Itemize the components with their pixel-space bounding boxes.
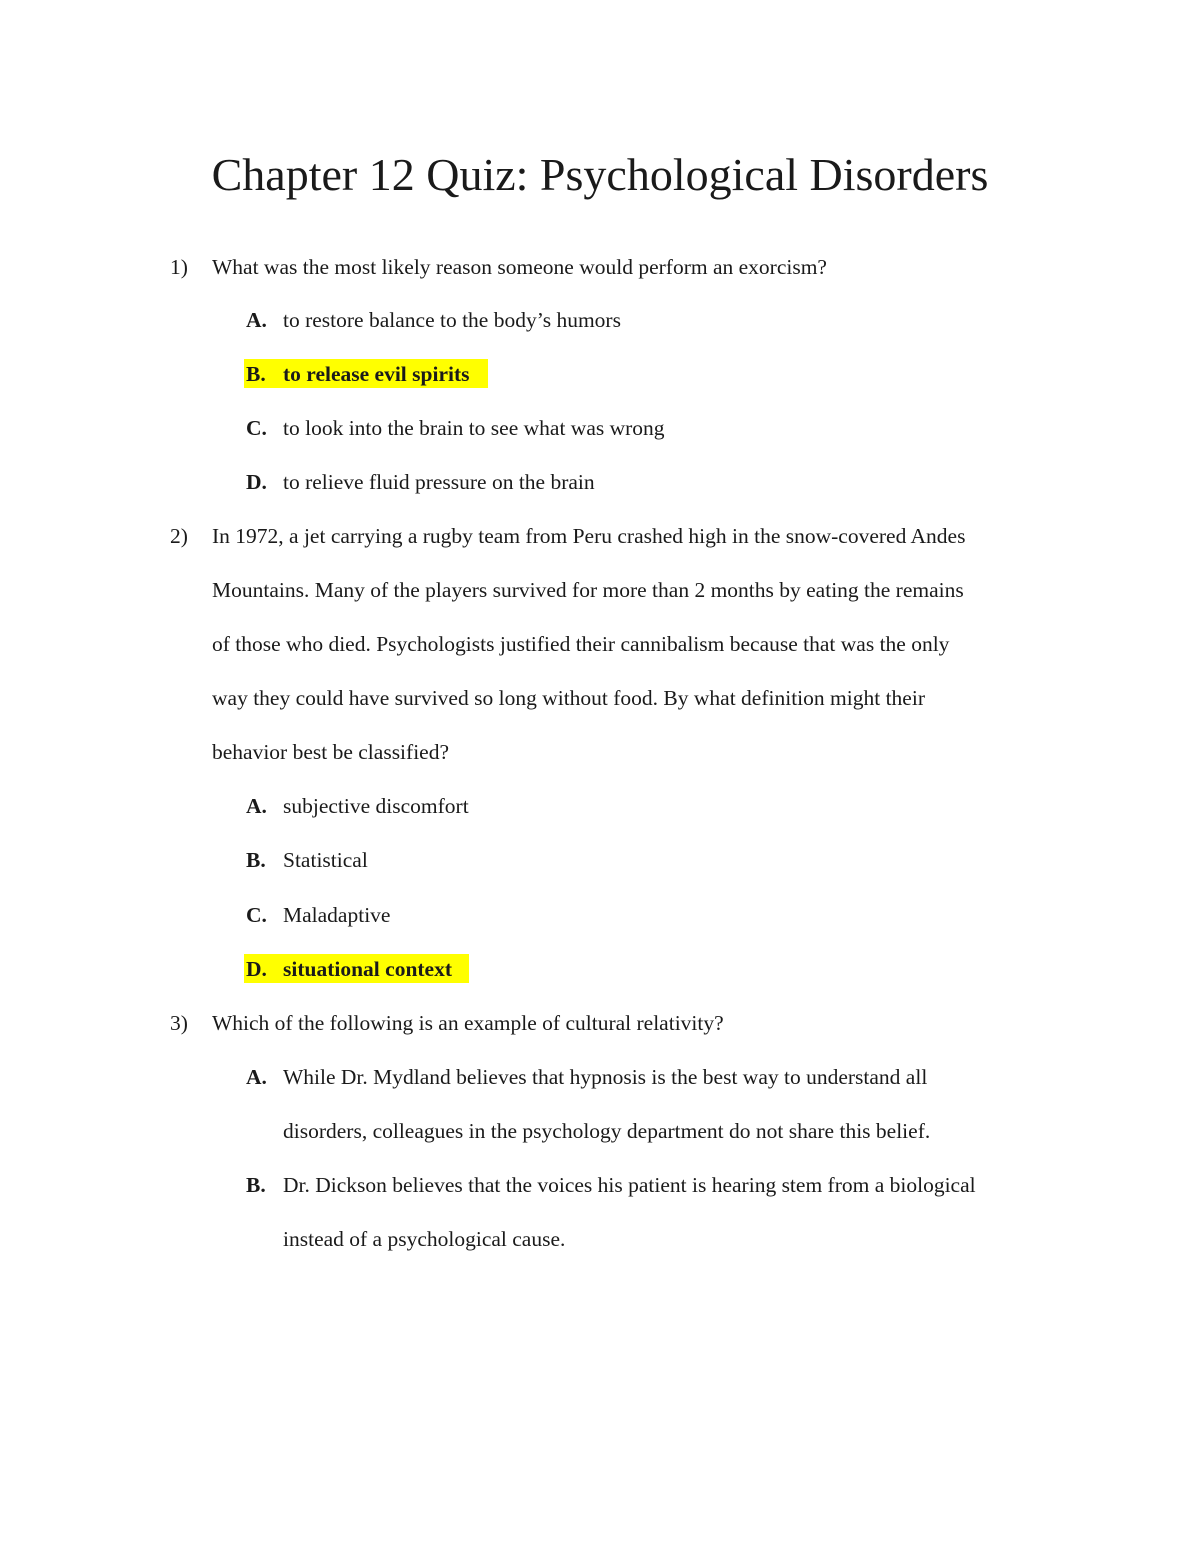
question-1-option-c-text: to look into the brain to see what was wrong <box>283 416 665 440</box>
question-1-option-b-text: to release evil spirits <box>283 362 470 386</box>
question-2-text-line-5: behavior best be classified? <box>212 740 450 764</box>
question-1-option-a-letter: A. <box>246 308 267 332</box>
question-3-number: 3) <box>170 1011 188 1035</box>
question-2-text-line-3: of those who died. Psychologists justified their cannibalism because that was the only <box>212 632 950 656</box>
question-3-option-a-letter: A. <box>246 1065 267 1089</box>
page-title: Chapter 12 Quiz: Psychological Disorders <box>211 149 989 200</box>
question-1-text: What was the most likely reason someone would perform an exorcism? <box>212 255 827 279</box>
question-2-option-c-text: Maladaptive <box>283 903 391 927</box>
question-2-option-a-text: subjective discomfort <box>283 794 469 818</box>
question-2-option-d-text: situational context <box>283 957 453 981</box>
question-3-option-b-text-line-2: instead of a psychological cause. <box>283 1227 566 1251</box>
question-3-option-b-letter: B. <box>246 1173 266 1197</box>
question-3-option-b-text-line-1: Dr. Dickson believes that the voices his patient is hearing stem from a biological <box>283 1173 976 1197</box>
question-2-text-line-2: Mountains. Many of the players survived for more than 2 months by eating the remains <box>212 578 964 602</box>
question-1-option-d-letter: D. <box>246 470 267 494</box>
question-1-option-c-letter: C. <box>246 416 267 440</box>
question-1-option-b-letter: B. <box>246 362 266 386</box>
question-2-option-c-letter: C. <box>246 903 267 927</box>
question-2-text-line-4: way they could have survived so long without food. By what definition might their <box>212 686 925 710</box>
question-2-option-b-letter: B. <box>246 848 266 872</box>
question-3-text: Which of the following is an example of cultural relativity? <box>212 1011 724 1035</box>
question-1-option-a-text: to restore balance to the body’s humors <box>283 308 621 332</box>
question-2-option-b-text: Statistical <box>283 848 368 872</box>
question-1-number: 1) <box>170 255 188 279</box>
question-2-text-line-1: In 1972, a jet carrying a rugby team from Peru crashed high in the snow-covered Andes <box>212 524 966 548</box>
question-3-option-a-text-line-2: disorders, colleagues in the psychology department do not share this belief. <box>283 1119 931 1143</box>
question-2-option-a-letter: A. <box>246 794 267 818</box>
question-2-number: 2) <box>170 524 188 548</box>
question-2-option-d-letter: D. <box>246 957 267 981</box>
question-1-option-d-text: to relieve fluid pressure on the brain <box>283 470 595 494</box>
question-3-option-a-text-line-1: While Dr. Mydland believes that hypnosis is the best way to understand all <box>283 1065 928 1089</box>
